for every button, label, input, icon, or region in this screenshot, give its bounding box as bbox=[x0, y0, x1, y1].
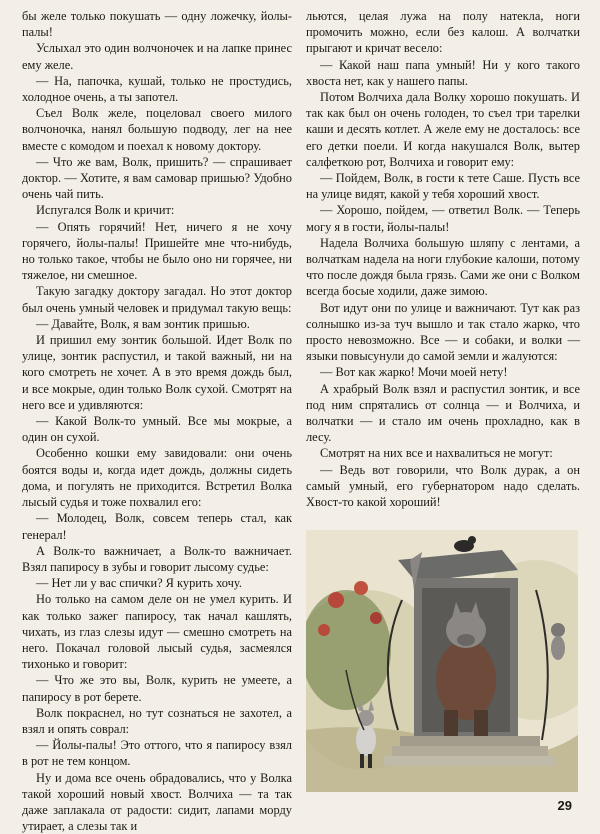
paragraph: Особенно кошки ему завидовали: они очень боятся воды и, когда идет дождь, должны сидеть дома, и погулять не приходится. Встретил Волка лысый судья и тоже похвалил его: bbox=[22, 446, 292, 510]
paragraph: — Какой Волк-то умный. Все мы мокрые, а один он сухой. bbox=[22, 414, 292, 445]
illustration-drawing bbox=[306, 530, 578, 792]
paragraph: — Хорошо, пойдем, — ответил Волк. — Теперь могу я в гости, йолы-палы! bbox=[306, 203, 580, 234]
text-column-left bbox=[22, 8, 292, 834]
paragraph: — Давайте, Волк, я вам зонтик пришью. bbox=[36, 316, 250, 331]
paragraph: — Ведь вот говорили, что Волк дурак, а он самый умный, его губернатором надо сделать. Хвост-то какой хороший! bbox=[306, 462, 580, 510]
paragraph: Такую загадку доктору загадал. Но этот доктор был очень умный человек и придумал такую вещь: bbox=[22, 284, 292, 315]
paragraph: — Нет ли у вас спички? Я курить хочу. bbox=[36, 576, 242, 591]
paragraph: Съел Волк желе, поцеловал своего милого волчоночка, нанял большую подводу, лег на нее вместе с комодом и поехал к новому доктору. bbox=[22, 106, 292, 153]
paragraph: — Что же вам, Волк, пришить? — спрашивает доктор. — Хотите, я вам самовар пришью? Удобно очень чай пить. bbox=[22, 154, 292, 202]
paragraph: — Йолы-палы! Это оттого, что я папиросу взял в рот не тем концом. bbox=[22, 738, 292, 769]
paragraph: — Вот как жарко! Мочи моей нету! bbox=[320, 365, 508, 380]
paragraph: — Что же это вы, Волк, курить не умеете, а папиросу в рот берете. bbox=[22, 673, 292, 704]
paragraph: Потом Волчиха дала Волку хорошо покушать. И так как был он очень голоден, то съел три тарелки каши и десять котлет. А желе ему не досталось: все его детки поели. И когда накушался Волк, вытер салфеткою рот, Волчиха и говорит ему: bbox=[306, 90, 580, 169]
paragraph: — Какой наш папа умный! Ни у кого такого хвоста нет, как у нашего папы. bbox=[306, 57, 580, 88]
paragraph: Надела Волчиха большую шляпу с лентами, а волчаткам надела на ноги глубокие калоши, потому что после дождя была грязь. Сами же они с Волком всегда босые ходили, даже зимою. bbox=[306, 235, 580, 299]
paragraph: льются, целая лужа на полу натекла, ноги промочить можно, если без калош. А волчатки прыгают и кричат весело: bbox=[306, 9, 580, 56]
paragraph: А Волк-то важничает, а Волк-то важничает. Взял папиросу в зубы и говорит лысому судье: bbox=[22, 543, 292, 574]
text-column-right bbox=[306, 8, 580, 510]
paragraph: — На, папочка, кушай, только не простудись, холодное очень, а ты запотел. bbox=[22, 73, 292, 105]
paragraph: И пришил ему зонтик большой. Идет Волк по улице, зонтик распустил, и такой важный, ни на кого смотреть не хочет. А в это время дождь был, и все мокрые, один только Волк сухой. Смотрят на него все и удивляются: bbox=[22, 333, 292, 412]
paragraph: Ну и дома все очень обрадовались, что у Волка такой хороший новый хвост. Волчиха — та так даже заплакала от радости: сидит, лапами морду утирает, а слезы так и bbox=[22, 770, 292, 834]
paragraph: бы желе только покушать — одну ложечку, йолы-палы! bbox=[22, 9, 292, 40]
paragraph: Смотрят на них все и нахвалиться не могут: bbox=[320, 446, 553, 461]
paragraph: Вот идут они по улице и важничают. Тут как раз солнышко из-за туч вышло и так стало жарко, что просто невозможно. Все — и собаки, и волки — языки повысунули до самой земли и жалуются: bbox=[306, 300, 580, 364]
paragraph: Волк покраснел, но тут сознаться не захотел, а взял и опять соврал: bbox=[22, 705, 292, 736]
paragraph: А храбрый Волк взял и распустил зонтик, и все под ним спрятались от солнца — и Волчиха, и волчатки — и стало им очень прохладно, как в лесу. bbox=[306, 381, 580, 445]
paragraph: Испугался Волк и кричит: bbox=[36, 203, 175, 218]
paragraph: — Молодец, Волк, совсем теперь стал, как генерал! bbox=[22, 511, 292, 542]
paragraph: Но только на самом деле он не умел курить. И как только зажег папиросу, так начал кашлять, чихать, из глаз слезы идут — смешно смотреть на него. Покачал головой лысый судья, засмеялся тихонько и говорит: bbox=[22, 592, 292, 672]
paragraph: Услыхал это один волчоночек и на лапке принес ему желе. bbox=[22, 41, 292, 72]
page-number: 29 bbox=[557, 798, 572, 813]
paragraph: — Опять горячий! Нет, ничего я не хочу горячего, йолы-палы! Пришейте мне что-нибудь, но только такое, чтобы не было оно ни горячее, ни тяжелое, ни смешное. bbox=[22, 219, 292, 283]
illustration-wolf-under-umbrella bbox=[306, 530, 578, 792]
paragraph: — Пойдем, Волк, в гости к тете Саше. Пусть все на улице видят, какой у тебя хороший хвост. bbox=[306, 171, 580, 202]
